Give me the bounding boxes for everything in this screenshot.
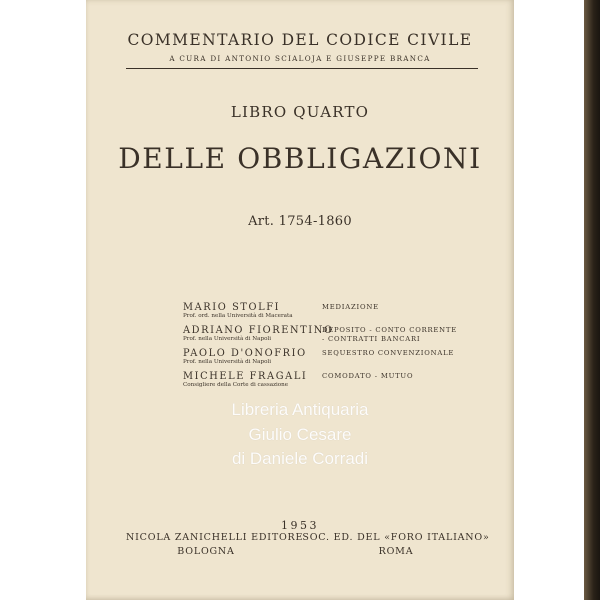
author-role: Prof. ord. nella Università di Macerata xyxy=(183,313,293,319)
author-role: Prof. nella Università di Napoli xyxy=(183,336,272,342)
author-role: Prof. nella Università di Napoli xyxy=(183,359,272,365)
publisher-left xyxy=(126,532,304,557)
author-topic: DEPOSITO - CONTO CORRENTE - CONTRATTI BANCARI xyxy=(322,326,458,343)
author-role: Consigliere della Corte di cassazione xyxy=(183,382,289,388)
author-topic: SEQUESTRO CONVENZIONALE xyxy=(322,349,455,357)
watermark-line-3: di Daniele Corradi xyxy=(231,449,369,468)
watermark-line-2: Giulio Cesare xyxy=(248,425,352,444)
author-entry xyxy=(183,302,443,325)
publication-year: 1953 xyxy=(281,519,319,532)
author-list xyxy=(183,302,458,394)
publisher-right-city: ROMA xyxy=(378,546,414,557)
author-name: MARIO STOLFI xyxy=(183,302,281,313)
book-edge xyxy=(584,0,600,600)
header-rule xyxy=(126,68,478,69)
series-editors: A CURA DI ANTONIO SCIALOJA E GIUSEPPE BRANCA xyxy=(169,54,431,63)
author-entry xyxy=(183,371,443,394)
author-name: ADRIANO FIORENTINO xyxy=(183,325,334,336)
author-entry xyxy=(183,348,455,371)
author-name: MICHELE FRAGALI xyxy=(183,371,308,382)
publisher-right-name: SOC. ED. DEL «FORO ITALIANO» xyxy=(302,532,490,543)
book-number: LIBRO QUARTO xyxy=(230,103,370,121)
watermark-line-1: Libreria Antiquaria xyxy=(231,400,369,419)
series-title: COMMENTARIO DEL CODICE CIVILE xyxy=(127,31,473,49)
author-name: PAOLO D'ONOFRIO xyxy=(183,348,307,359)
author-entry xyxy=(183,325,458,348)
publisher-left-city: BOLOGNA xyxy=(177,546,235,557)
page-title: DELLE OBBLIGAZIONI xyxy=(118,142,482,175)
publisher-right xyxy=(296,532,496,557)
publisher-left-name: NICOLA ZANICHELLI EDITORE xyxy=(126,532,304,543)
title-page xyxy=(86,0,514,600)
author-topic: MEDIAZIONE xyxy=(322,303,379,311)
author-topic: COMODATO - MUTUO xyxy=(322,372,414,380)
article-range: Art. 1754-1860 xyxy=(248,214,352,229)
